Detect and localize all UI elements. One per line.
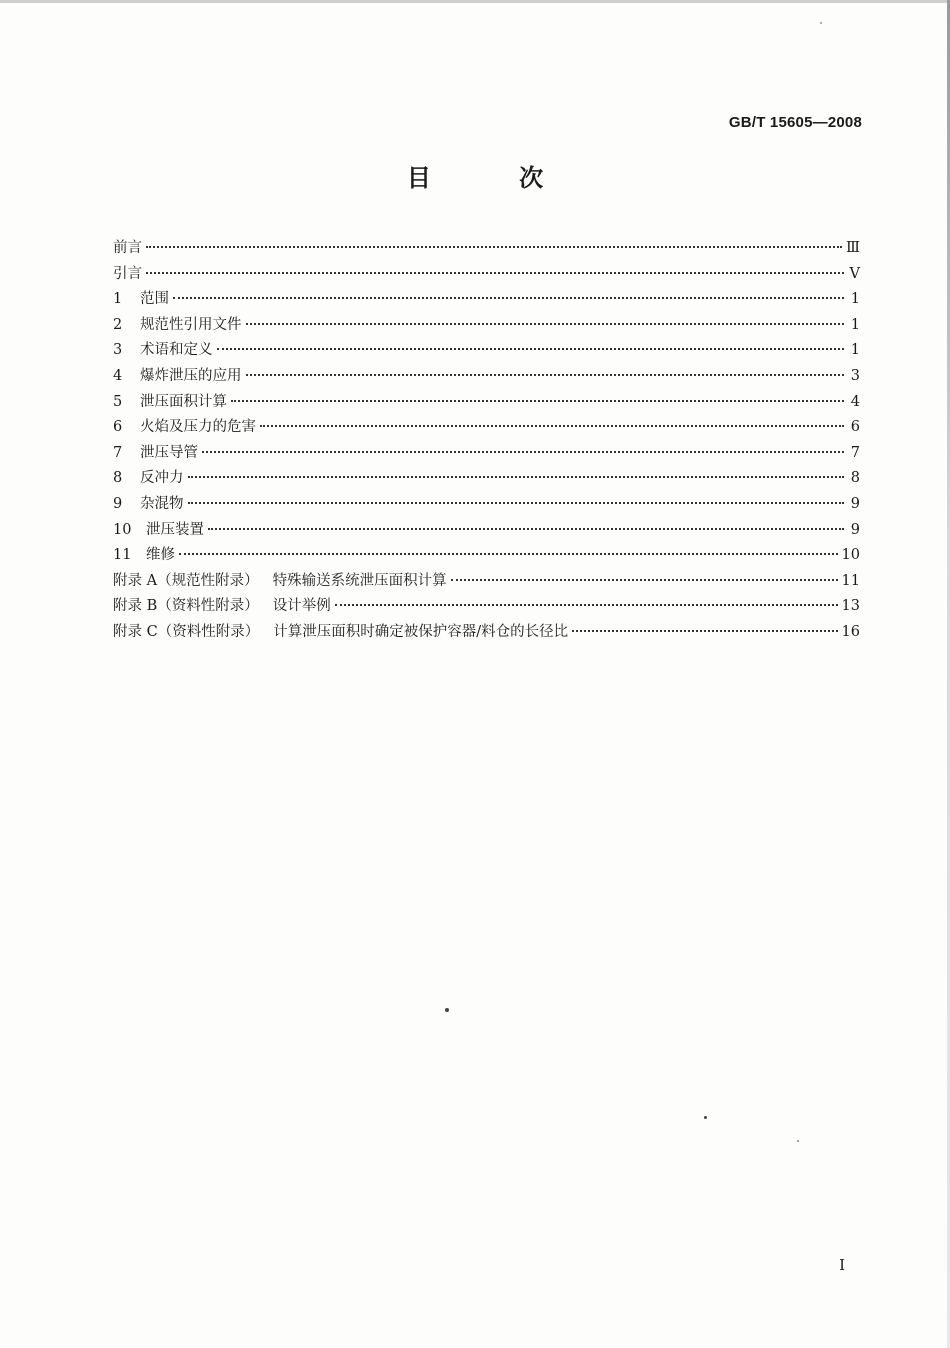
toc-entry-number: 2 — [113, 316, 123, 333]
toc-entry-label: 规范性引用文件 — [140, 316, 242, 333]
toc-entry-label: 前言 — [113, 240, 142, 256]
toc-entry-number: 10 — [113, 521, 132, 538]
toc-annex-entry[interactable] — [113, 569, 860, 595]
toc-entry[interactable] — [113, 441, 860, 467]
toc-entry[interactable] — [113, 364, 860, 390]
toc-leader-dots — [246, 374, 845, 376]
toc-entry-page: V — [849, 265, 860, 282]
toc-leader-dots — [451, 579, 838, 581]
toc-entry-page: 7 — [850, 444, 860, 461]
toc-annex-title: 计算泄压面积时确定被保护容器/料仓的长径比 — [273, 623, 569, 640]
toc-entry[interactable] — [113, 287, 860, 313]
toc-leader-dots — [217, 348, 845, 350]
toc-entry-page: 9 — [850, 495, 860, 512]
scan-edge-top — [0, 0, 950, 3]
toc-entry-label: 反冲力 — [140, 470, 184, 487]
toc-entry-label: 维修 — [146, 547, 175, 564]
toc-entry[interactable] — [113, 466, 860, 492]
toc-leader-dots — [572, 630, 837, 632]
toc-entry-number: 6 — [113, 419, 123, 436]
toc-entry-number: 5 — [113, 393, 123, 410]
toc-entry-number: 7 — [113, 444, 123, 461]
page-number: I — [839, 1256, 845, 1274]
toc-leader-dots — [146, 246, 842, 248]
table-of-contents — [113, 236, 860, 646]
toc-entry-page: 10 — [841, 547, 860, 564]
toc-leader-dots — [231, 400, 844, 402]
toc-entry-label: 火焰及压力的危害 — [140, 419, 256, 436]
toc-entry-page: 1 — [850, 342, 860, 359]
toc-entry-number: 8 — [113, 470, 123, 487]
toc-annex-prefix: 附录 A（规范性附录） — [113, 572, 259, 589]
scan-speck — [445, 1008, 449, 1012]
toc-entry-number: 11 — [113, 547, 132, 564]
toc-entry[interactable] — [113, 415, 860, 441]
toc-entry[interactable] — [113, 313, 860, 339]
toc-annex-entry[interactable] — [113, 594, 860, 620]
toc-entry-label: 泄压装置 — [146, 521, 204, 538]
toc-entry[interactable] — [113, 390, 860, 416]
toc-entry-number: 3 — [113, 342, 123, 359]
toc-entry[interactable] — [113, 262, 860, 288]
toc-leader-dots — [146, 272, 844, 274]
toc-entry-label: 杂混物 — [140, 495, 184, 512]
toc-entry-page: 8 — [850, 470, 860, 487]
toc-entry-label: 爆炸泄压的应用 — [140, 367, 242, 384]
toc-leader-dots — [179, 553, 838, 555]
toc-entry-label: 范围 — [140, 291, 169, 308]
toc-entry-page: 6 — [850, 419, 860, 436]
toc-leader-dots — [335, 604, 838, 606]
toc-entry-page: 11 — [841, 572, 860, 589]
toc-entry[interactable] — [113, 518, 860, 544]
toc-entry[interactable] — [113, 543, 860, 569]
toc-entry-label: 泄压导管 — [140, 444, 198, 461]
toc-entry-page: 16 — [841, 623, 860, 640]
toc-entry-page: 1 — [850, 291, 860, 308]
scan-speck — [797, 1140, 799, 1142]
toc-entry[interactable] — [113, 492, 860, 518]
toc-annex-title: 特殊输送系统泄压面积计算 — [272, 572, 447, 589]
toc-leader-dots — [246, 323, 845, 325]
toc-entry-number: 4 — [113, 367, 123, 384]
toc-leader-dots — [208, 528, 844, 530]
toc-entry[interactable] — [113, 236, 860, 262]
toc-entry-label: 术语和定义 — [140, 342, 213, 359]
toc-annex-title: 设计举例 — [272, 598, 331, 615]
toc-entry-page: 13 — [841, 598, 860, 615]
toc-entry-number: 1 — [113, 291, 123, 308]
toc-annex-entry[interactable] — [113, 620, 860, 646]
document-code: GB/T 15605—2008 — [728, 114, 862, 131]
toc-leader-dots — [202, 451, 844, 453]
toc-leader-dots — [188, 502, 845, 504]
toc-entry-page: 9 — [850, 521, 860, 538]
toc-leader-dots — [260, 425, 844, 427]
toc-entry[interactable] — [113, 338, 860, 364]
toc-leader-dots — [188, 476, 845, 478]
toc-entry-page: 4 — [850, 393, 860, 410]
toc-entry-page: Ⅲ — [846, 240, 860, 256]
toc-annex-prefix: 附录 C（资料性附录） — [113, 623, 260, 640]
scan-speck — [704, 1116, 707, 1119]
toc-entry-label: 泄压面积计算 — [140, 393, 227, 410]
toc-entry-number: 9 — [113, 495, 123, 512]
page-title: 目 次 — [406, 164, 584, 192]
toc-entry-label: 引言 — [113, 265, 142, 282]
toc-annex-prefix: 附录 B（资料性附录） — [113, 598, 259, 615]
toc-entry-page: 1 — [850, 316, 860, 333]
toc-leader-dots — [173, 297, 844, 299]
toc-entry-page: 3 — [850, 367, 860, 384]
scan-speck — [820, 22, 822, 24]
